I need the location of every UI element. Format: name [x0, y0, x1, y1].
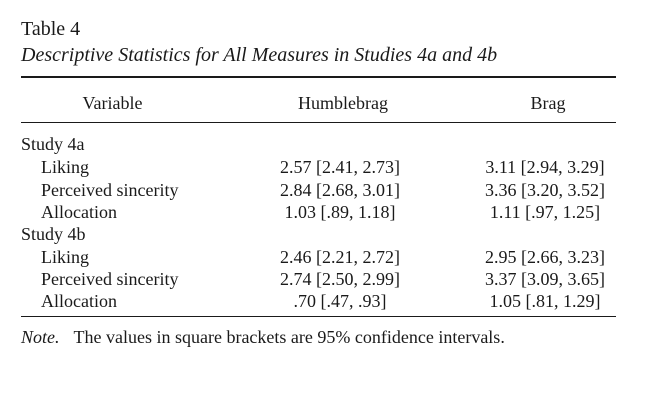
table-number: Table 4 [21, 18, 81, 40]
table-cell-brag: 3.11 [2.94, 3.29] [485, 157, 605, 177]
table-cell-brag: 3.37 [3.09, 3.65] [485, 269, 605, 289]
table-row-label: Allocation [41, 291, 117, 311]
table-top-rule [21, 76, 616, 78]
group-label-study-4a: Study 4a [21, 134, 85, 154]
table-cell-humblebrag: 2.84 [2.68, 3.01] [280, 180, 400, 200]
table-row-label: Liking [41, 247, 89, 267]
header-variable: Variable [82, 93, 143, 113]
table-row-label: Perceived sincerity [41, 269, 179, 289]
table-bottom-rule [21, 316, 616, 317]
table-cell-humblebrag: 2.74 [2.50, 2.99] [280, 269, 400, 289]
note-label: Note. [21, 327, 60, 347]
group-label-study-4b: Study 4b [21, 224, 86, 244]
table-cell-brag: 1.11 [.97, 1.25] [489, 202, 601, 222]
table-cell-humblebrag: 2.46 [2.21, 2.72] [280, 247, 400, 267]
table-cell-humblebrag: 2.57 [2.41, 2.73] [280, 157, 400, 177]
table-header-rule [21, 122, 616, 123]
header-brag: Brag [530, 93, 566, 113]
table-cell-humblebrag: .70 [.47, .93] [293, 291, 387, 311]
table-caption: Descriptive Statistics for All Measures in Studies 4a and 4b [21, 44, 498, 66]
table-row-label: Perceived sincerity [41, 180, 179, 200]
header-humblebrag: Humblebrag [298, 93, 388, 113]
table-cell-humblebrag: 1.03 [.89, 1.18] [284, 202, 396, 222]
table-cell-brag: 1.05 [.81, 1.29] [489, 291, 601, 311]
table-note [21, 326, 505, 348]
table-row-label: Allocation [41, 202, 117, 222]
table-row-label: Liking [41, 157, 89, 177]
note-text: The values in square brackets are 95% confidence intervals. [73, 327, 505, 347]
table-cell-brag: 3.36 [3.20, 3.52] [485, 180, 605, 200]
table-cell-brag: 2.95 [2.66, 3.23] [485, 247, 605, 267]
